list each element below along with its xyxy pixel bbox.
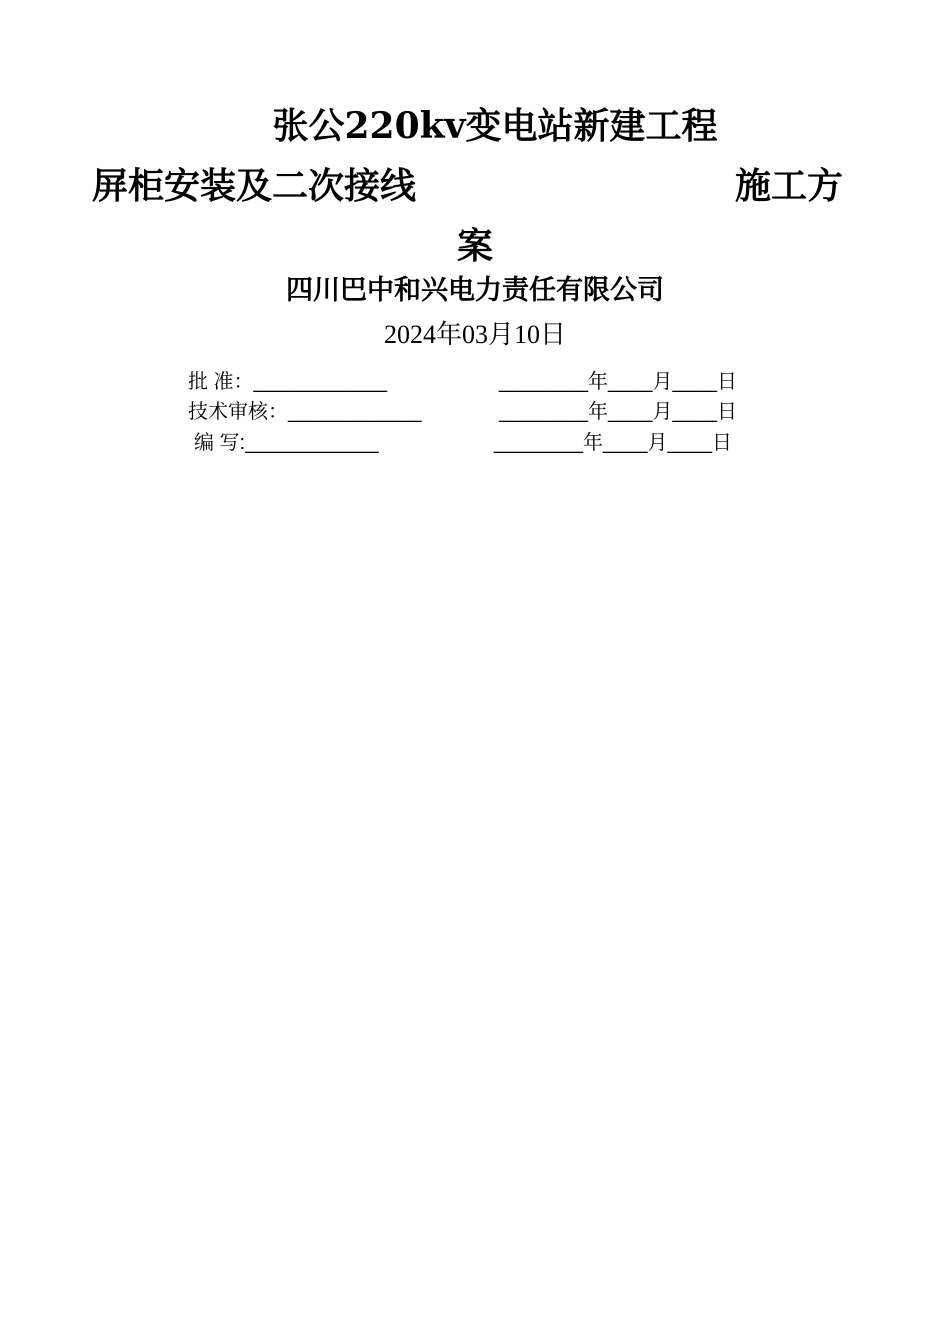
title-line-2-right: 施工方 xyxy=(735,165,844,207)
title-line-3: 案 xyxy=(456,225,493,267)
prepared-by-label: 编 写:____________ xyxy=(194,432,379,454)
approval-label: 批 准：____________ xyxy=(188,371,388,393)
technical-review-label: 技术审核：____________ xyxy=(188,401,422,423)
technical-review-date: ________年____月____日 xyxy=(499,401,737,423)
approval-date: ________年____月____日 xyxy=(499,371,737,393)
title-line-2-left: 屏柜安装及二次接线 xyxy=(92,165,417,207)
prepared-by-date: ________年____月____日 xyxy=(494,432,732,454)
document-date: 2024年03月10日 xyxy=(383,320,566,349)
company-name: 四川巴中和兴电力责任有限公司 xyxy=(286,275,664,306)
title-line-1: 张公220kv变电站新建工程 xyxy=(272,105,718,147)
